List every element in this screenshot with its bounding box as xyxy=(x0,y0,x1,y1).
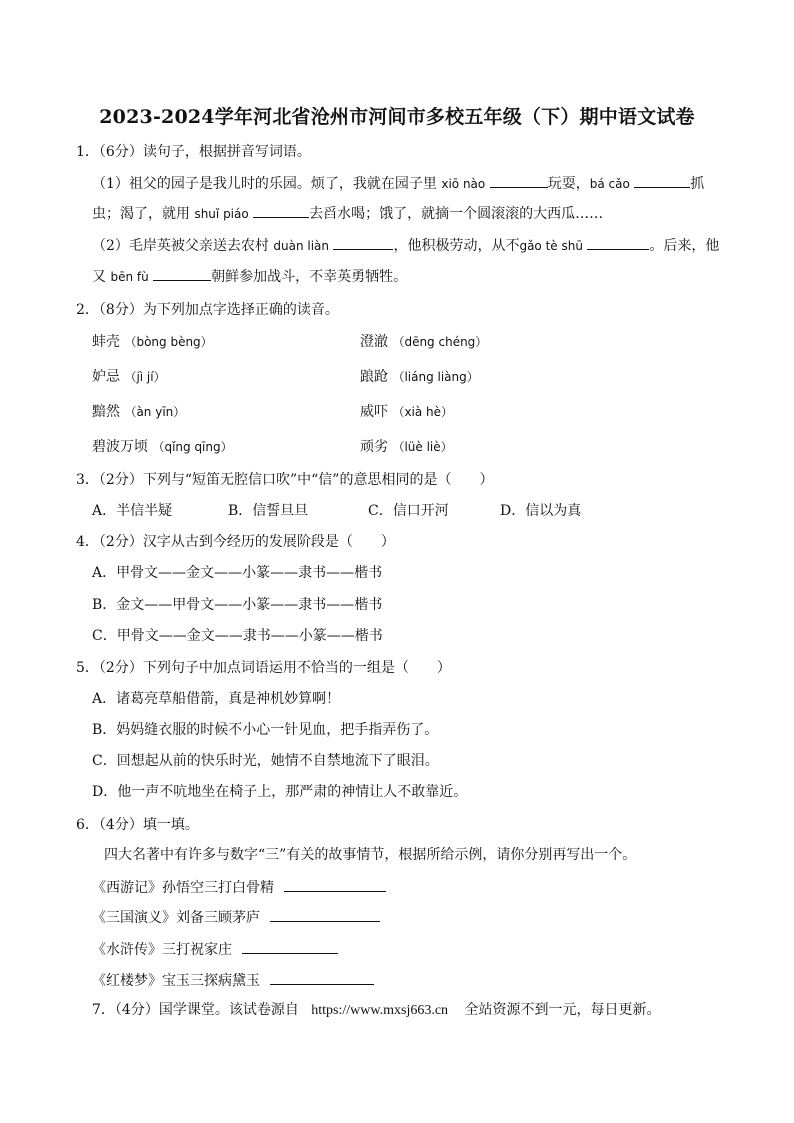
word: 碧波万顷 xyxy=(92,439,148,455)
answer-blank[interactable] xyxy=(242,939,338,954)
q2-item xyxy=(92,437,233,457)
q1-stem: 1．（6分）读句子，根据拼音写词语。 xyxy=(76,144,311,160)
word: 妒忌 xyxy=(92,369,120,385)
options: （dēng chéng） xyxy=(392,335,488,349)
q2-item xyxy=(360,367,479,387)
q5-stem: 5．（2分）下列句子中加点词语运用不恰当的一组是（ ） xyxy=(76,660,451,676)
option-a[interactable]: A．诸葛亮草船借箭，真是神机妙算啊！ xyxy=(92,691,341,707)
q1-text: ，他积极劳动，从不 xyxy=(393,238,520,254)
pinyin: bá cǎo xyxy=(589,177,630,191)
answer-blank[interactable] xyxy=(270,907,380,922)
q2-item xyxy=(360,332,487,352)
q2-item xyxy=(92,367,166,387)
option-b[interactable]: B．妈妈缝衣服的时候不小心一针见血，把手指弄伤了。 xyxy=(92,722,439,738)
pinyin: shuǐ piáo xyxy=(194,207,249,221)
answer-blank[interactable] xyxy=(284,877,386,892)
q6-item xyxy=(92,907,380,928)
word: 踉跄 xyxy=(360,369,388,385)
option-a[interactable]: A．半信半疑 xyxy=(92,503,173,519)
q1-text: 去舀水喝；饿了，就摘一个圆滚滚的大西瓜…… xyxy=(309,206,604,222)
option-c[interactable]: C．信口开河 xyxy=(368,503,449,519)
option-b[interactable]: B．信誓旦旦 xyxy=(228,503,309,519)
q1-text: 。后来，他 xyxy=(649,238,720,254)
answer-blank[interactable] xyxy=(490,173,548,188)
q1-line-2 xyxy=(92,203,603,224)
q1-text: 虫；渴了，就用 xyxy=(92,206,190,222)
q3-stem: 3．（2分）下列与“短笛无腔信口吹”中“信”的意思相同的是（ ） xyxy=(76,472,494,488)
q6-item xyxy=(92,877,386,898)
option-d[interactable]: D．信以为真 xyxy=(500,503,582,519)
pinyin: gǎo tè shū xyxy=(519,239,583,253)
page-title: 2023-2024学年河北省沧州市河间市多校五年级（下）期中语文试卷 xyxy=(99,106,695,128)
options: （qǐng qīng） xyxy=(152,440,233,454)
word: 蚌壳 xyxy=(92,334,120,350)
q2-stem: 2．（8分）为下列加点字选择正确的读音。 xyxy=(76,302,339,318)
pinyin: xiō nào xyxy=(441,177,486,191)
answer-blank[interactable] xyxy=(153,266,211,281)
options: （liáng liàng） xyxy=(392,370,479,384)
q1-line-3 xyxy=(92,235,719,256)
answer-blank[interactable] xyxy=(634,173,690,188)
answer-blank[interactable] xyxy=(270,970,374,985)
q2-item xyxy=(360,402,453,422)
q1-text: 玩耍， xyxy=(547,176,590,192)
word: 黯然 xyxy=(92,404,120,420)
q1-text: 朝鲜参加战斗，不幸英勇牺牲。 xyxy=(211,269,408,285)
answer-blank[interactable] xyxy=(253,203,309,218)
options: （xià hè） xyxy=(392,405,454,419)
option-d[interactable]: D．他一声不吭地坐在椅子上，那严肃的神情让人不敢靠近。 xyxy=(92,784,468,800)
q1-line-1 xyxy=(92,173,704,194)
q2-item xyxy=(92,402,185,422)
q6-item xyxy=(92,939,338,960)
option-c[interactable]: C．回想起从前的快乐时光，她情不自禁地流下了眼泪。 xyxy=(92,753,439,769)
q7-line xyxy=(92,1000,661,1021)
word: 顽劣 xyxy=(360,439,388,455)
options: （àn yīn） xyxy=(124,405,186,419)
q6-example: 《水浒传》三打祝家庄 xyxy=(92,942,232,958)
option-a[interactable]: A．甲骨文——金文——小篆——隶书——楷书 xyxy=(92,565,383,581)
pinyin: duàn liàn xyxy=(273,239,329,253)
options: （jì jí） xyxy=(124,370,166,384)
answer-blank[interactable] xyxy=(587,235,649,250)
q7-stem: 7．（4分）国学课堂。该试卷源自 xyxy=(92,1002,299,1018)
option-b[interactable]: B．金文——甲骨文——小篆——隶书——楷书 xyxy=(92,597,383,613)
q1-text: 又 xyxy=(92,269,106,285)
q4-stem: 4．（2分）汉字从古到今经历的发展阶段是（ ） xyxy=(76,534,395,550)
option-c[interactable]: C．甲骨文——金文——隶书——小篆——楷书 xyxy=(92,628,383,644)
q7-tail: 全站资源不到一元，每日更新。 xyxy=(464,1002,661,1018)
q6-intro: 四大名著中有许多与数字“三”有关的故事情节，根据所给示例，请你分别再写出一个。 xyxy=(104,847,637,863)
word: 澄澈 xyxy=(360,334,388,350)
pinyin: bēn fù xyxy=(110,270,149,284)
q6-example: 《红楼梦》宝玉三探病黛玉 xyxy=(92,973,260,989)
q6-item xyxy=(92,970,374,991)
source-url: https://www.mxsj663.cn xyxy=(311,1003,449,1018)
q1-text: 抓 xyxy=(690,176,705,192)
q6-example: 《西游记》孙悟空三打白骨精 xyxy=(92,880,274,896)
options: （lüè liè） xyxy=(392,440,453,454)
q1-text: （1）祖父的园子是我儿时的乐园。烦了，我就在园子里 xyxy=(92,176,437,192)
q6-stem: 6．（4分）填一填。 xyxy=(76,817,199,833)
q6-example: 《三国演义》刘备三顾茅庐 xyxy=(92,910,260,926)
q1-line-4 xyxy=(92,266,407,287)
q2-item xyxy=(92,332,213,352)
q2-item xyxy=(360,437,453,457)
answer-blank[interactable] xyxy=(333,235,393,250)
options: （bòng bèng） xyxy=(124,335,213,349)
word: 威吓 xyxy=(360,404,388,420)
q1-text: （2）毛岸英被父亲送去农村 xyxy=(92,238,269,254)
